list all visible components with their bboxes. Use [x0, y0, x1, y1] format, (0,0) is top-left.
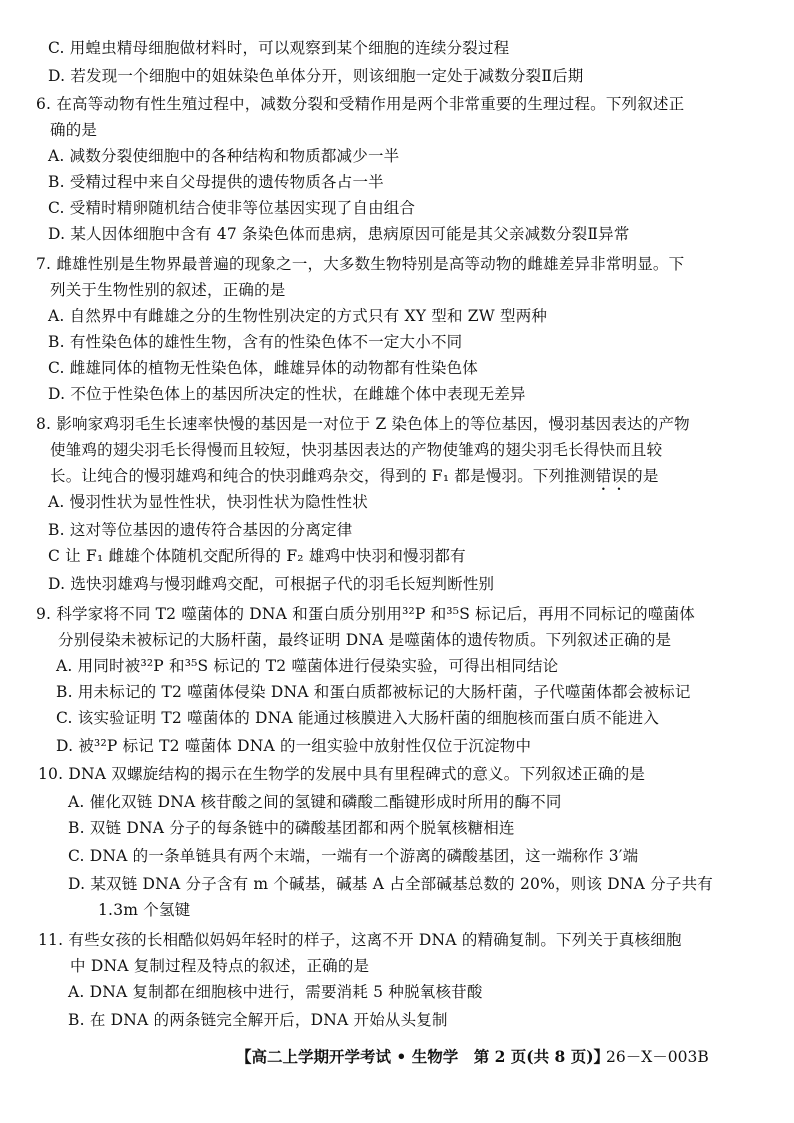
answer-option-line: D. 不位于性染色体上的基因所决定的性状，在雌雄个体中表现无差异 — [48, 385, 526, 403]
answer-option-line: C. DNA 的一条单链具有两个末端，一端有一个游离的磷酸基团，这一端称作 3′端 — [68, 847, 639, 865]
answer-option-line: D. 某双链 DNA 分子含有 m 个碱基，碱基 A 占全部碱基总数的 20%，则该 DNA 分子共有 — [68, 875, 713, 893]
answer-option-line: D. 被³²P 标记 T2 噬菌体 DNA 的一组实验中放射性仅位于沉淀物中 — [56, 737, 532, 755]
answer-option-line: B. 双链 DNA 分子的每条链中的磷酸基团都和两个脱氧核糖相连 — [68, 819, 515, 837]
answer-option-line: B. 有性染色体的雄性生物，含有的性染色体不一定大小不同 — [48, 333, 463, 351]
answer-option-line: A. DNA 复制都在细胞核中进行，需要消耗 5 种脱氧核苷酸 — [68, 983, 483, 1001]
answer-option-line: A. 减数分裂使细胞中的各种结构和物质都减少一半 — [48, 147, 400, 165]
answer-option-line: B. 在 DNA 的两条链完全解开后，DNA 开始从头复制 — [68, 1011, 448, 1029]
footer-code: 26－X－003B — [606, 1048, 709, 1066]
question-stem-line: 使雏鸡的翅尖羽毛长得慢而且较短，快羽基因表达的产物使雏鸡的翅尖羽毛长得快而且较 — [50, 441, 663, 459]
answer-option-line: C. 该实验证明 T2 噬菌体的 DNA 能通过核膜进入大肠杆菌的细胞核而蛋白质不能进入 — [56, 709, 660, 727]
answer-option-line: B. 这对等位基因的遗传符合基因的分离定律 — [48, 521, 353, 539]
question-stem-line: 11. 有些女孩的长相酷似妈妈年轻时的样子，这离不开 DNA 的精确复制。下列关于真核细胞 — [38, 931, 682, 949]
question-stem-line: 7. 雌雄性别是生物界最普遍的现象之一，大多数生物特别是高等动物的雌雄差异非常明显。下 — [36, 255, 685, 273]
question-stem-line: 长。让纯合的慢羽雄鸡和纯合的快羽雌鸡杂交，得到的 F₁ 都是慢羽。下列推测错误的是 — [50, 467, 659, 485]
answer-option-line: 1.3m 个氢键 — [98, 901, 191, 919]
answer-option-line: C 让 F₁ 雌雄个体随机交配所得的 F₂ 雄鸡中快羽和慢羽都有 — [48, 547, 466, 565]
emphasis-dots: 错误 — [595, 467, 628, 485]
answer-option-line: B. 用未标记的 T2 噬菌体侵染 DNA 和蛋白质都被标记的大肠杆菌，子代噬菌体都会被标记 — [56, 683, 691, 701]
question-stem-line: 列关于生物性别的叙述，正确的是 — [50, 281, 286, 299]
answer-option-line: D. 选快羽雄鸡与慢羽雌鸡交配，可根据子代的羽毛长短判断性别 — [48, 575, 495, 593]
answer-option-line: C. 雌雄同体的植物无性染色体，雌雄异体的动物都有性染色体 — [48, 359, 478, 377]
page-footer — [0, 1045, 794, 1067]
answer-option-line: D. 某人因体细胞中含有 47 条染色体而患病，患病原因可能是其父亲减数分裂Ⅱ异常 — [48, 225, 630, 243]
answer-option-line: A. 慢羽性状为显性性状，快羽性状为隐性性状 — [48, 493, 368, 511]
question-stem-line: 8. 影响家鸡羽毛生长速率快慢的基因是一对位于 Z 染色体上的等位基因，慢羽基因表达的产物 — [36, 415, 690, 433]
question-stem-line: 中 DNA 复制过程及特点的叙述，正确的是 — [70, 957, 370, 975]
answer-option-line: B. 受精过程中来自父母提供的遗传物质各占一半 — [48, 173, 384, 191]
answer-option-line: A. 催化双链 DNA 核苷酸之间的氢键和磷酸二酯键形成时所用的酶不同 — [68, 793, 562, 811]
answer-option-line: A. 用同时被³²P 和³⁵S 标记的 T2 噬菌体进行侵染实验，可得出相同结论 — [56, 657, 559, 675]
question-stem-line: 9. 科学家将不同 T2 噬菌体的 DNA 和蛋白质分别用³²P 和³⁵S 标记后，再用不同标记的噬菌体 — [36, 605, 695, 623]
question-stem-line: 分别侵染未被标记的大肠杆菌，最终证明 DNA 是噬菌体的遗传物质。下列叙述正确的是 — [58, 631, 672, 649]
answer-option-line: C. 用蝗虫精母细胞做材料时，可以观察到某个细胞的连续分裂过程 — [48, 39, 510, 57]
question-stem-line: 确的是 — [50, 121, 98, 139]
answer-option-line: A. 自然界中有雌雄之分的生物性别决定的方式只有 XY 型和 ZW 型两种 — [48, 307, 548, 325]
answer-option-line: C. 受精时精卵随机结合使非等位基因实现了自由组合 — [48, 199, 416, 217]
footer-title: 【高二上学期开学考试 • 生物学 第 2 页(共 8 页)】 — [236, 1047, 610, 1066]
question-stem-line: 10. DNA 双螺旋结构的揭示在生物学的发展中具有里程碑式的意义。下列叙述正确的是 — [38, 765, 646, 783]
answer-option-line: D. 若发现一个细胞中的姐妹染色单体分开，则该细胞一定处于减数分裂Ⅱ后期 — [48, 67, 584, 85]
question-stem-line: 6. 在高等动物有性生殖过程中，减数分裂和受精作用是两个非常重要的生理过程。下列叙述正 — [36, 95, 685, 113]
